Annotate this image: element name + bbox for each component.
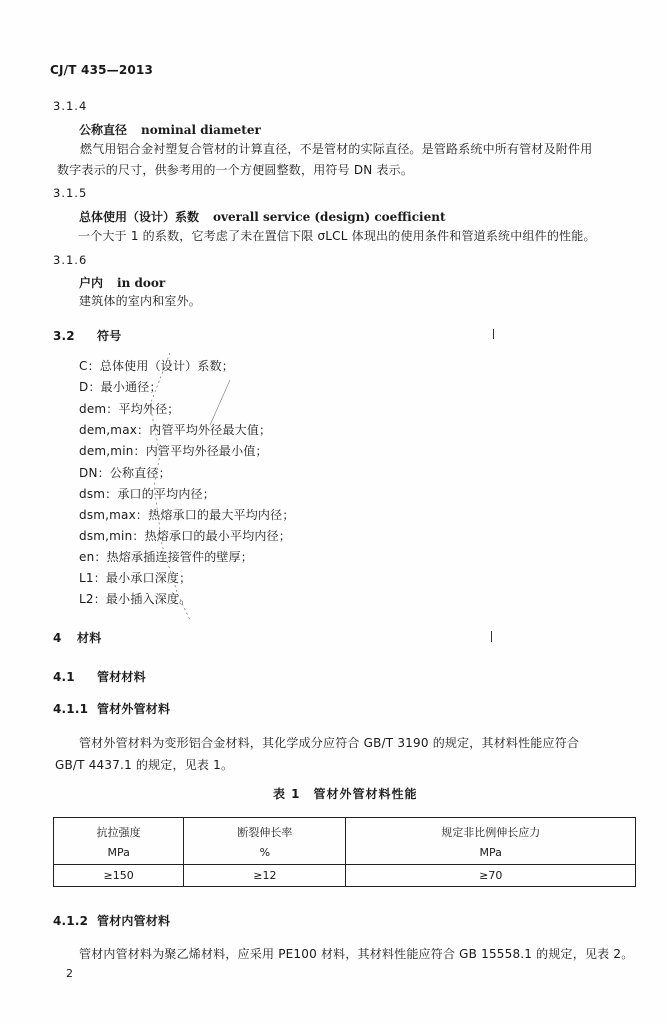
table-header-cell: [54, 818, 184, 865]
section-title: 管材外管材料: [97, 702, 171, 716]
column-name: 规定非比例伸长应力: [441, 825, 541, 839]
term-zh: 总体使用（设计）系数: [79, 210, 200, 224]
term-zh: 户内: [79, 276, 104, 290]
symbol-item: D：最小通径；: [79, 380, 162, 394]
section-number: 3.2: [53, 329, 75, 343]
scan-artifact: [110, 345, 270, 625]
column-name: 断裂伸长率: [237, 825, 293, 839]
column-unit: MPa: [107, 845, 130, 859]
table-caption: 表 1 管材外管材料性能: [273, 787, 418, 801]
section-title: 材料: [77, 631, 102, 645]
definition-term: [79, 121, 261, 138]
definition-number: 3.1.6: [53, 253, 88, 267]
paragraph-line: GB/T 4437.1 的规定，见表 1。: [55, 758, 234, 772]
table-cell: ≥70: [346, 865, 636, 887]
table-header-cell: [184, 818, 346, 865]
section-heading: [53, 629, 101, 646]
table-header-cell: [346, 818, 636, 865]
term-zh: 公称直径: [79, 123, 128, 137]
paragraph-line: 管材外管材料为变形铝合金材料，其化学成分应符合 GB/T 3190 的规定，其材料性能应符合: [79, 736, 580, 750]
section-title: 符号: [97, 329, 122, 343]
symbol-item: DN：公称直径；: [79, 466, 171, 480]
standard-id: CJ/T 435—2013: [50, 63, 154, 77]
symbol-item: L2：最小插入深度。: [79, 592, 192, 606]
definition-term: [79, 208, 446, 225]
material-properties-table: [53, 817, 636, 887]
table-header-row: [54, 818, 636, 865]
section-heading: [53, 327, 121, 344]
scan-mark: [491, 631, 492, 642]
symbol-item: L1：最小承口深度；: [79, 571, 192, 585]
term-en: in door: [117, 276, 166, 290]
term-en: nominal diameter: [141, 123, 261, 137]
symbol-item: dem,min：内管平均外径最小值；: [79, 444, 268, 458]
section-number: 4.1: [53, 670, 75, 684]
symbol-item: dem：平均外径；: [79, 402, 180, 416]
definition-text-line: 建筑体的室内和室外。: [79, 294, 202, 308]
page-number: 2: [66, 967, 73, 980]
definition-term: [79, 274, 165, 291]
definition-text-line: 燃气用铝合金衬塑复合管材的计算直径，不是管材的实际直径。是管路系统中所有管材及附件用: [80, 142, 593, 156]
column-name: 抗拉强度: [96, 825, 141, 839]
paragraph-line: 管材内管材料为聚乙烯材料，应采用 PE100 材料，其材料性能应符合 GB 15558.1 的规定，见表 2。: [79, 947, 634, 961]
table-cell: ≥150: [54, 865, 184, 887]
column-unit: MPa: [479, 845, 502, 859]
symbol-item: dsm：承口的平均内径；: [79, 487, 215, 501]
section-heading: [53, 668, 146, 685]
symbol-item: C：总体使用（设计）系数；: [79, 359, 234, 373]
table-row: [54, 865, 636, 887]
section-number: 4: [53, 631, 62, 645]
column-unit: %: [259, 845, 271, 859]
scan-mark: [493, 329, 494, 339]
section-heading: [53, 700, 170, 717]
term-en: overall service (design) coefficient: [213, 210, 446, 224]
definition-text-line: 一个大于 1 的系数，它考虑了未在置信下限 σLCL 体现出的使用条件和管道系统中组件的性能。: [78, 229, 596, 243]
table-cell: ≥12: [184, 865, 346, 887]
symbol-item: dsm,max：热熔承口的最大平均内径；: [79, 508, 295, 522]
definition-number: 3.1.5: [53, 186, 88, 200]
section-heading: [53, 912, 170, 929]
definition-number: 3.1.4: [53, 99, 88, 113]
section-number: 4.1.2: [53, 914, 89, 928]
symbol-item: dsm,min：热熔承口的最小平均内径；: [79, 529, 292, 543]
section-title: 管材内管材料: [97, 914, 171, 928]
definition-text-line: 数字表示的尺寸，供参考用的一个方便圆整数，用符号 DN 表示。: [57, 163, 414, 177]
symbol-item: en：热熔承插连接管件的壁厚；: [79, 550, 253, 564]
section-number: 4.1.1: [53, 702, 89, 716]
symbol-item: dem,max：内管平均外径最大值；: [79, 423, 272, 437]
section-title: 管材材料: [97, 670, 146, 684]
